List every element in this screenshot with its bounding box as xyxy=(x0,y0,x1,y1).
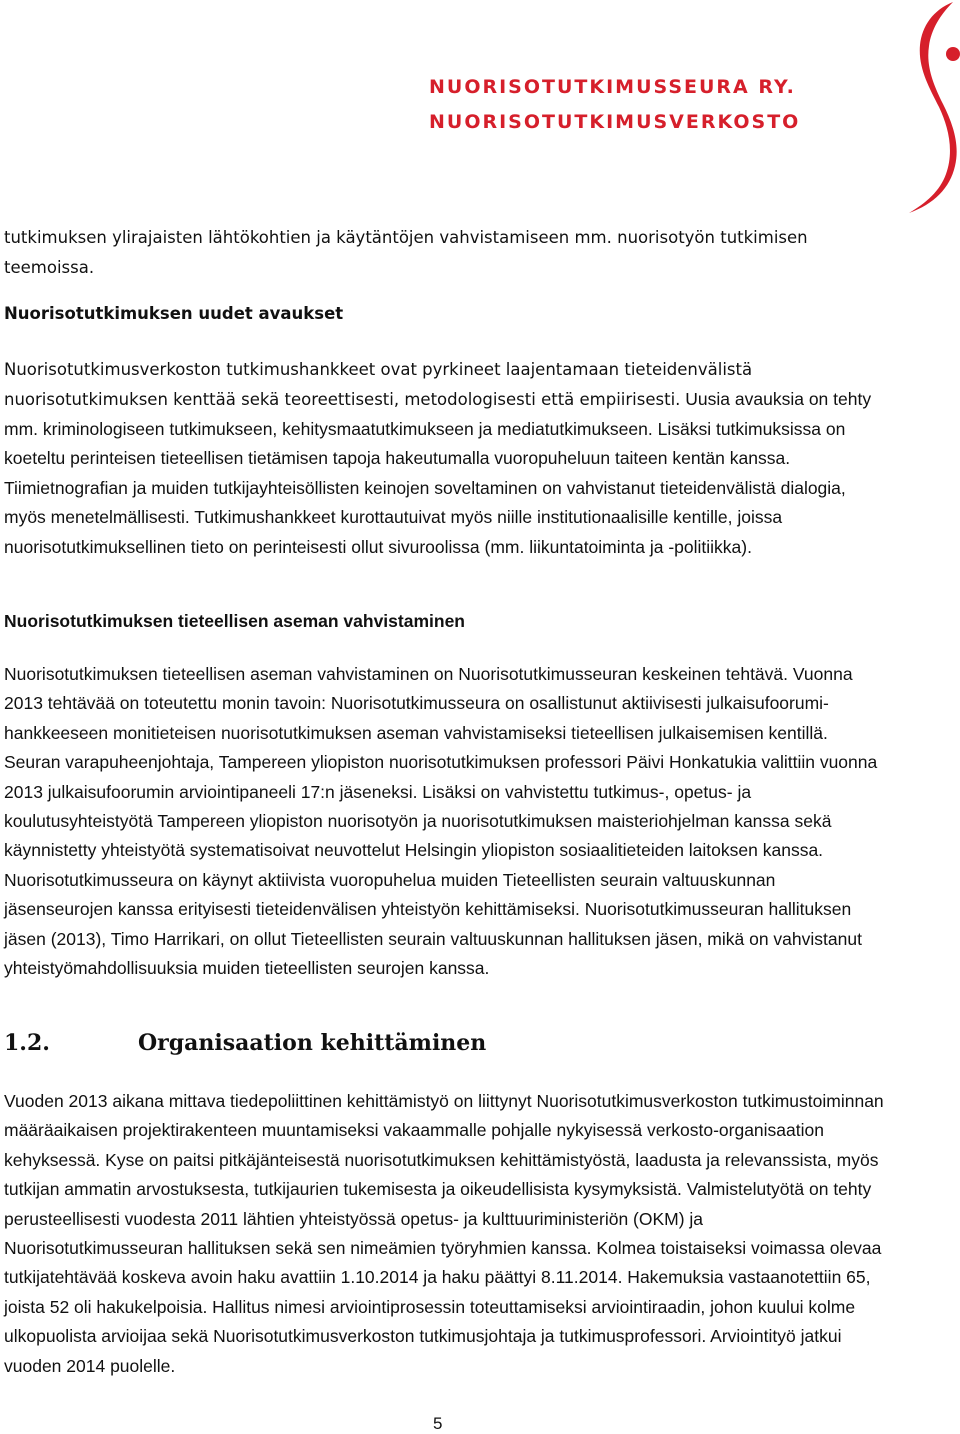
section-title: Organisaation kehittäminen xyxy=(138,1030,487,1056)
status-heading: Nuorisotutkimuksen tieteellisen aseman vahvistaminen xyxy=(4,611,465,631)
intro-paragraph: tutkimuksen ylirajaisten lähtökohtien ja käytäntöjen vahvistamiseen mm. nuorisotyön tutkimisen teemoissa. xyxy=(4,228,808,277)
nuorisotutkimusseura-logo-icon xyxy=(895,0,960,215)
page-header xyxy=(0,0,960,215)
organization-name: NUORISOTUTKIMUSSEURA RY. xyxy=(429,76,796,98)
organization-paragraph: Vuoden 2013 aikana mittava tiedepoliittinen kehittämistyö on liittynyt Nuorisotutkimusverkoston tutkimustoiminnan määräaikaisen projektirakenteen muuntamiseksi vakaammalle pohjalle nykyisessä verkosto-organisaation kehyksessä. Kyse on paitsi pitkäjänteisestä nuorisotutkimuksen kehittämistyöstä, laadusta ja relevanssista, myös tutkijan ammatin arvostuksesta, tutkijaurien tukemisesta ja oikeudellisista kysymyksistä. Valmistelutyötä on tehty perusteellisesti vuodesta 2011 lähtien yhteistyössä opetus- ja kulttuuriministeriön (OKM) ja Nuorisotutkimusseuran hallituksen sekä sen nimeämien työryhmien kanssa. Kolmea toistaiseksi voimassa olevaa tutkijatehtävää koskeva avoin haku avattiin 1.10.2014 ja haku päättyi 8.11.2014. Hakemuksia vastaanotettiin 65, joista 52 oli hakukelpoisia. Hallitus nimesi arviointiprosessin toteuttamiseksi arviointiraadin, johon kuului kolme ulkopuolista arvioijaa sekä Nuorisotutkimusverkoston tutkimusjohtaja ja tutkimusprofessori. Arviointityö jatkui vuoden 2014 puolelle. xyxy=(4,1091,884,1376)
section-number: 1.2. xyxy=(4,1030,50,1056)
openings-paragraph xyxy=(4,355,884,562)
network-name: NUORISOTUTKIMUSVERKOSTO xyxy=(429,111,801,133)
openings-paragraph-body: Uusia avauksia on tehty mm. kriminologiseen tutkimukseen, kehitysmaatutkimukseen ja mediatutkimukseen. Lisäksi tutkimuksissa on koeteltu perinteisen tieteellisen tietämisen tapoja hakeutumalla vuoropuheluun taiteen kentän kanssa. Tiimietnografian ja muiden tutkijayhteisöllisten keinojen soveltaminen on vahvistanut tieteidenvälistä dialogia, myös menetelmällisesti. Tutkimushankkeet kurottautuivat myös niille institutionaalisille kentille, joissa nuorisotutkimuksellinen tieto on perinteisesti ollut sivuroolissa (mm. liikuntatoiminta ja -politiikka). xyxy=(4,389,872,557)
page-number: 5 xyxy=(433,1414,443,1433)
openings-paragraph-lead: Nuorisotutkimusverkoston tutkimushankkeet ovat pyrkineet laajentamaan tieteidenvälistä nuorisotutkimuksen kenttää sekä teoreettisesti, metodologisesti että empiirisesti. xyxy=(4,360,753,409)
openings-heading: Nuorisotutkimuksen uudet avaukset xyxy=(4,304,344,323)
section-heading xyxy=(4,1030,486,1056)
status-paragraph: Nuorisotutkimuksen tieteellisen aseman vahvistaminen on Nuorisotutkimusseuran keskeinen tehtävä. Vuonna 2013 tehtävää on toteutettu monin tavoin: Nuorisotutkimusseura on osallistunut aktiivisesti julkaisufoorumi-hankkeeseen monitieteisen nuorisotutkimuksen aseman vahvistamiseksi tieteellisen julkaisemisen kentillä. Seuran varapuheenjohtaja, Tampereen yliopiston nuorisotutkimuksen professori Päivi Honkatukia valittiin vuonna 2013 julkaisufoorumin arviointipaneeli 17:n jäseneksi. Lisäksi on vahvistettu tutkimus-, opetus- ja koulutusyhteistyötä Tampereen yliopiston nuorisotyön ja nuorisotutkimuksen maisteriohjelman kanssa sekä käynnistetty yhteistyötä systematisoivat neuvottelut Helsingin yliopiston sosiaalitieteiden laitoksen kanssa. Nuorisotutkimusseura on käynyt aktiivista vuoropuhelua muiden Tieteellisten seurain valtuuskunnan jäsenseurojen kanssa erityisesti tieteidenvälisen yhteistyön kehittämiseksi. Nuorisotutkimusseuran hallituksen jäsen (2013), Timo Harrikari, on ollut Tieteellisten seurain valtuuskunnan hallituksen jäsen, mikä on vahvistanut yhteistyömahdollisuuksia muiden tieteellisten seurojen kanssa. xyxy=(4,664,878,979)
